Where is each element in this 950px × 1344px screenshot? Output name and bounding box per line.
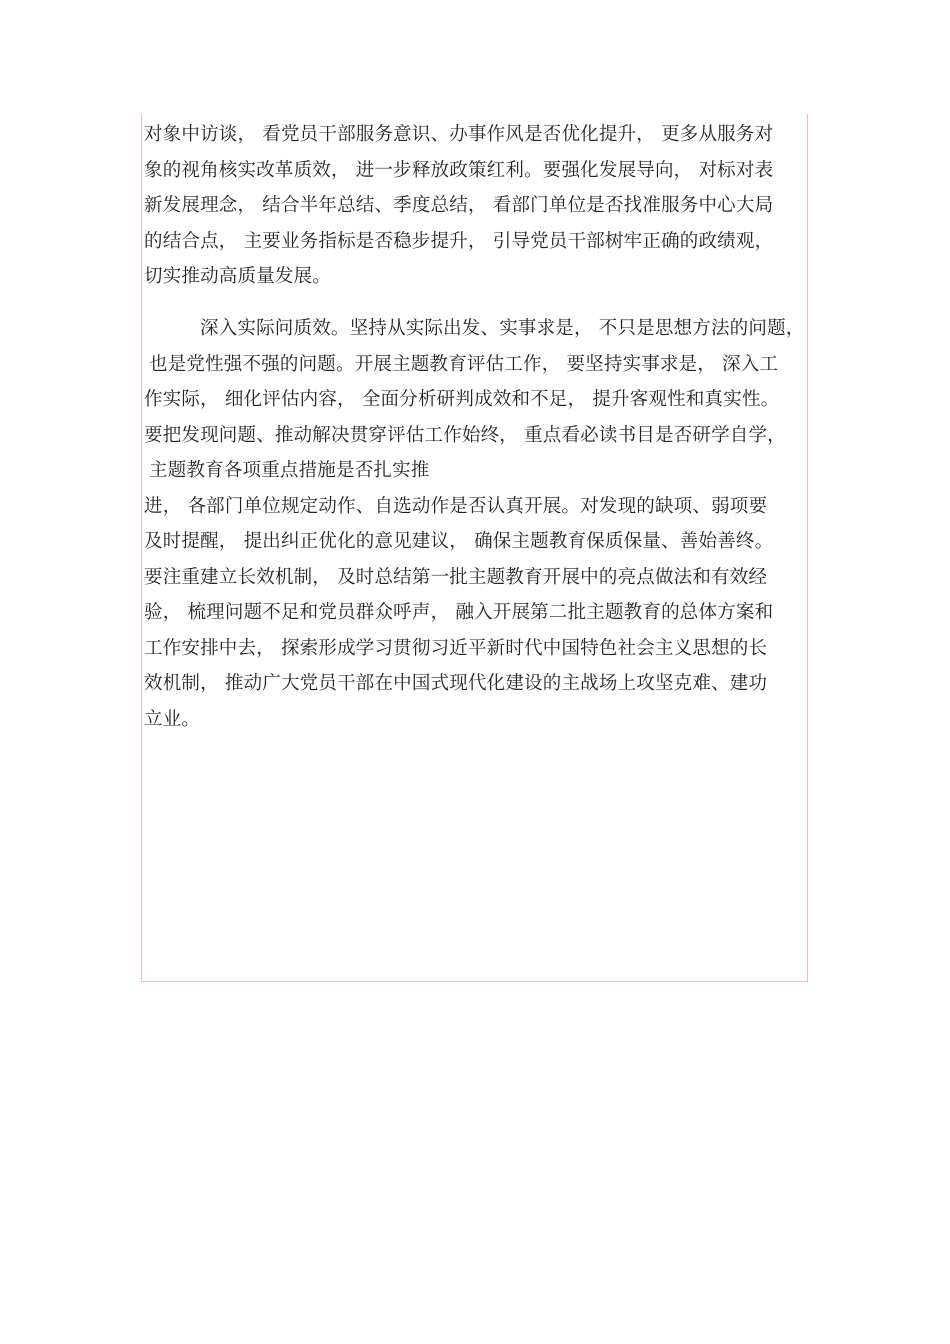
text-line: 对象中访谈， 看党员干部服务意识、办事作风是否优化提升， 更多从服务对 — [144, 124, 774, 145]
text-line: 要注重建立长效机制， 及时总结第一批主题教育开展中的亮点做法和有效经 — [144, 566, 768, 588]
text-line: 象的视角核实改革质效， 进一步释放政策红利。要强化发展导向， 对标对表 — [144, 159, 774, 181]
text-line: 及时提醒， 提出纠正优化的意见建议， 确保主题教育保质保量、善始善终。 — [144, 531, 774, 552]
text-line: 验， 梳理问题不足和党员群众呼声， 融入开展第二批主题教育的总体方案和 — [144, 602, 774, 623]
paragraph-2 — [144, 311, 824, 737]
text-line: 新发展理念， 结合半年总结、季度总结， 看部门单位是否找准服务中心大局 — [144, 195, 774, 216]
text-line: 进， 各部门单位规定动作、自选动作是否认真开展。对发现的缺项、弱项要 — [144, 495, 768, 517]
text-line: 也是党性强不强的问题。开展主题教育评估工作， 要坚持实事求是， 深入工 — [149, 353, 779, 375]
text-line: 的结合点， 主要业务指标是否稳步提升， 引导党员干部树牢正确的政绩观， — [144, 230, 774, 252]
text-line: 效机制， 推动广大党员干部在中国式现代化建设的主战场上攻坚克难、建功 — [144, 673, 768, 694]
text-line: 切实推动高质量发展。 — [144, 266, 332, 287]
text-line: 主题教育各项重点措施是否扎实推 — [149, 460, 430, 481]
text-line: 作实际， 细化评估内容， 全面分析研判成效和不足， 提升客观性和真实性。 — [144, 389, 780, 410]
text-line: 工作安排中去， 探索形成学习贯彻习近平新时代中国特色社会主义思想的长 — [144, 637, 768, 659]
text-line: 立业。 — [144, 708, 201, 730]
text-line: 深入实际问质效。坚持从实际出发、实事求是， 不只是思想方法的问题， — [200, 318, 805, 339]
text-line: 要把发现问题、推动解决贯穿评估工作始终， 重点看必读书目是否研学自学， — [144, 424, 786, 446]
paragraph-1 — [144, 117, 824, 295]
